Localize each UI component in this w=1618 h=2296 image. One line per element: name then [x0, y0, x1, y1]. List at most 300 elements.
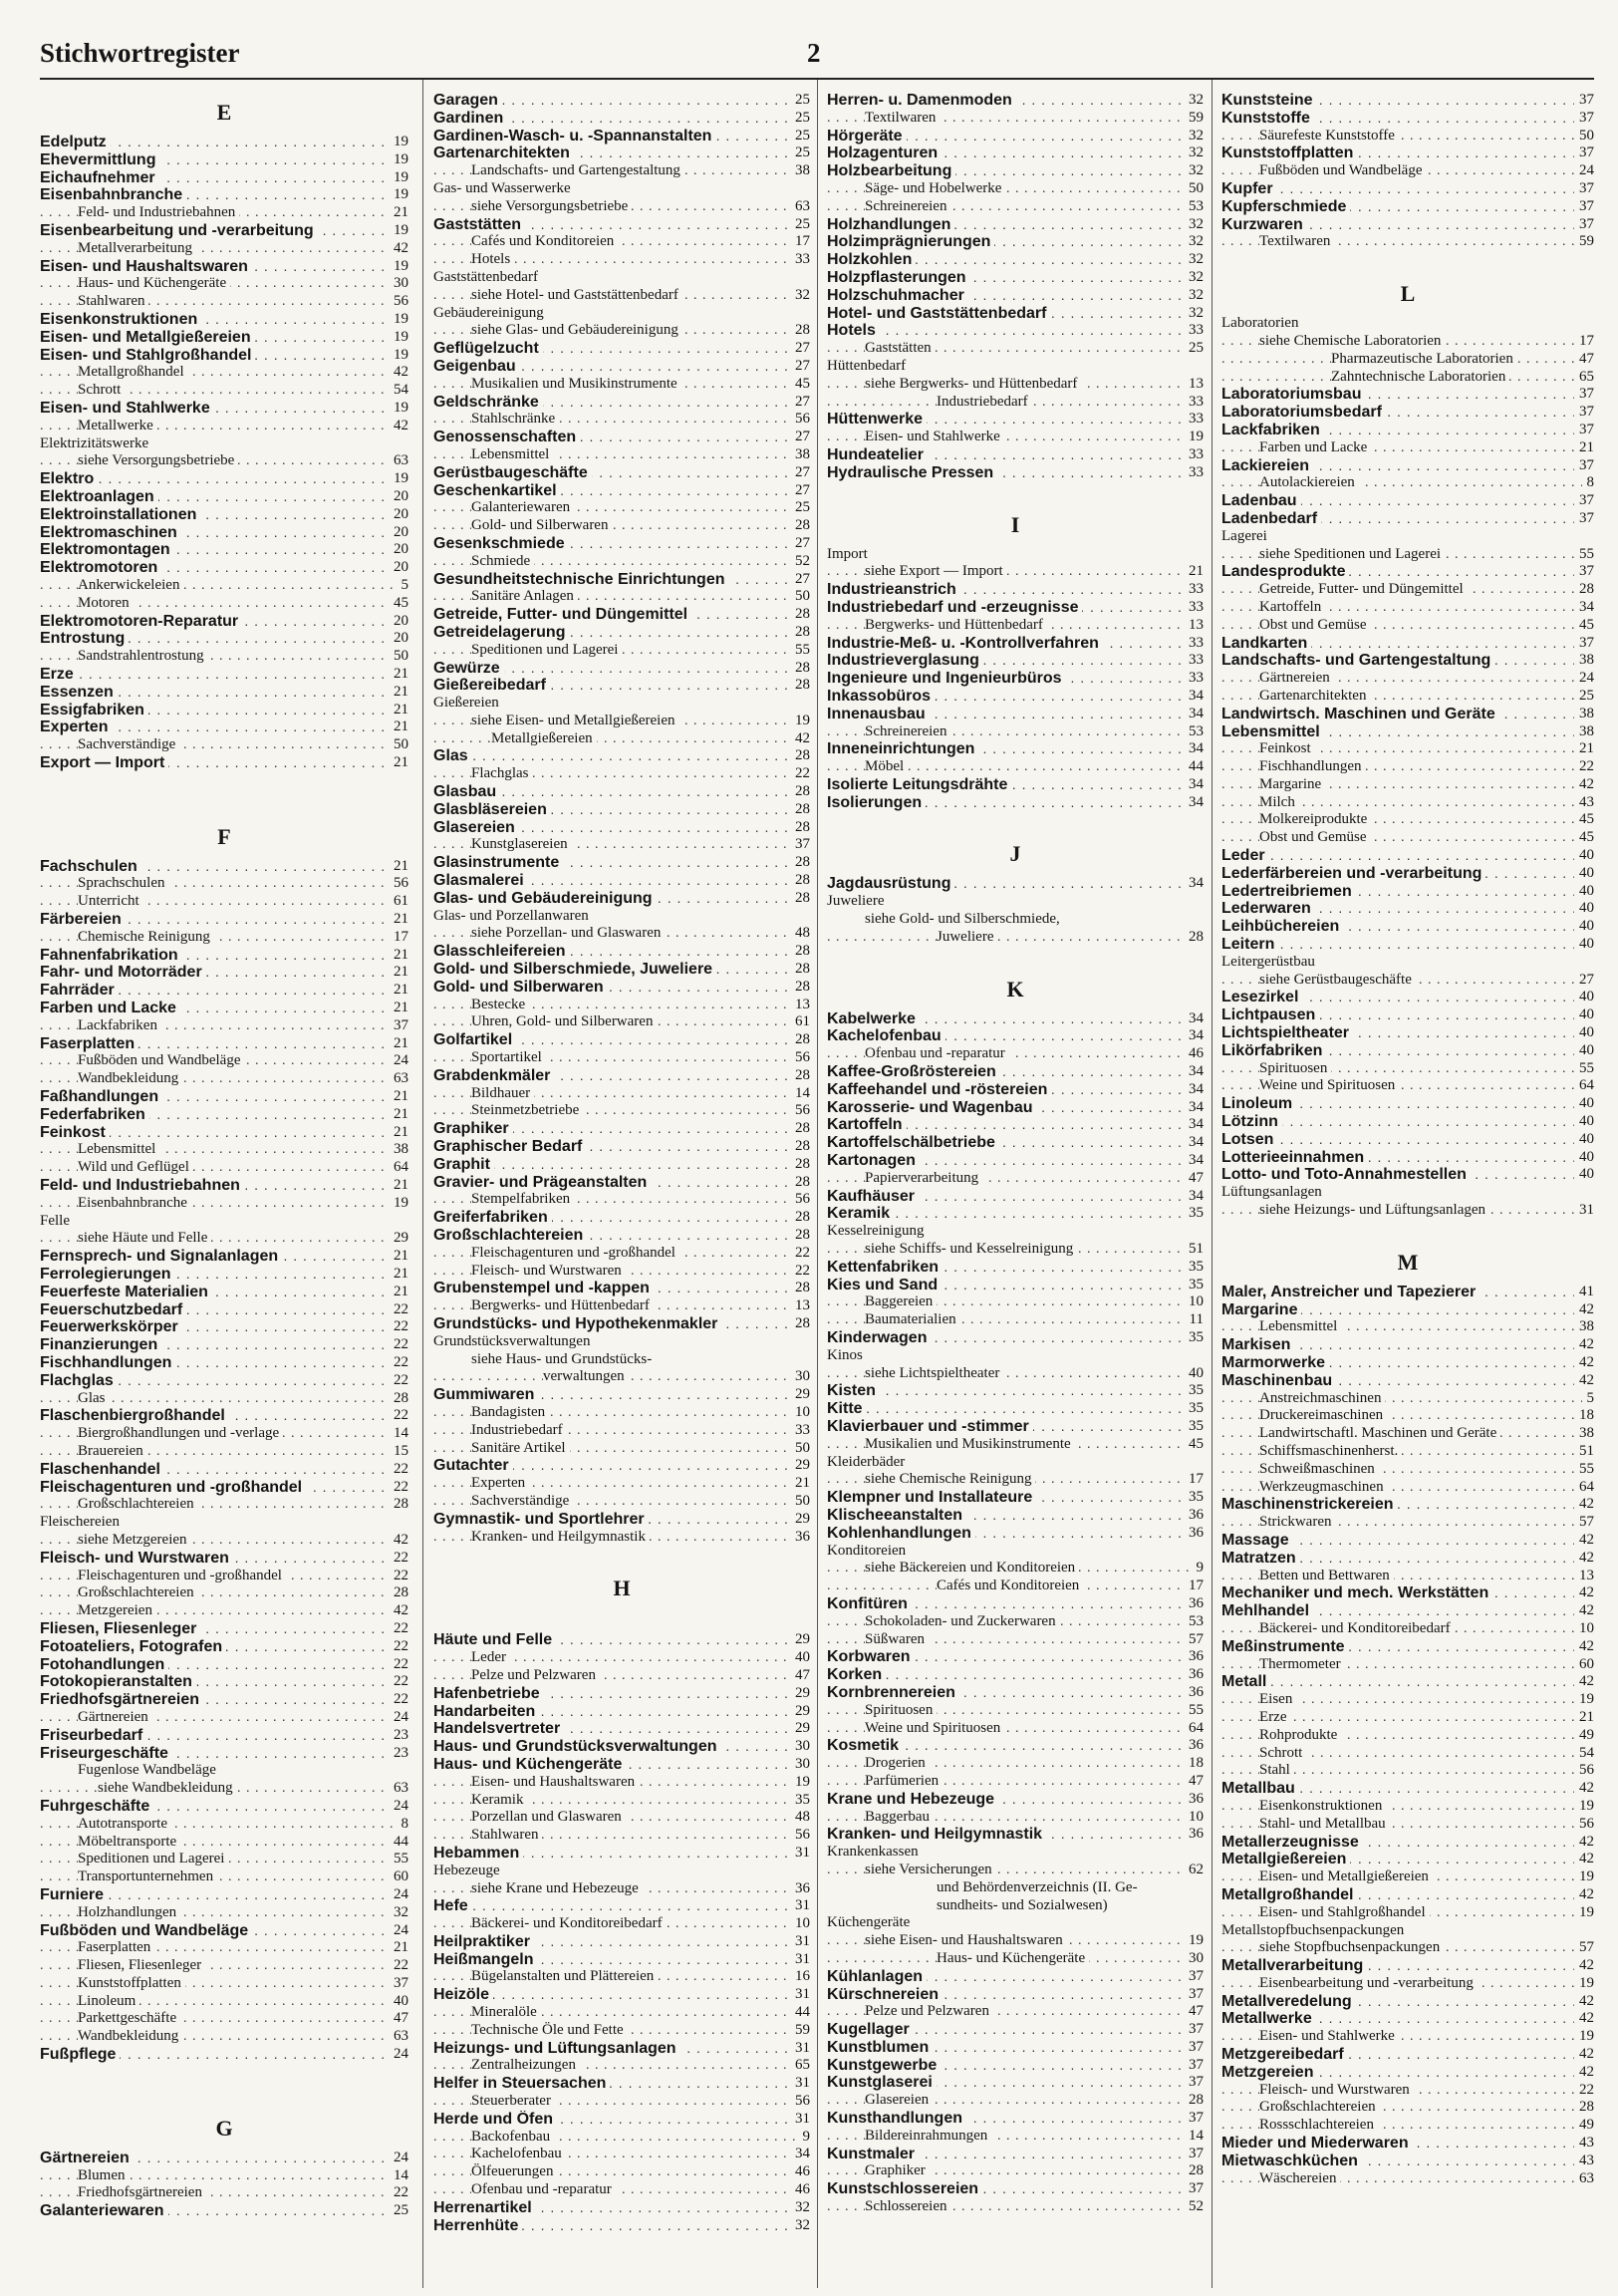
- entry-label: Fischhandlungen: [1259, 758, 1366, 774]
- entry-page-number: 41: [1574, 1284, 1594, 1301]
- entry-label: Baumaterialien: [865, 1311, 960, 1327]
- index-subentry: [40, 1568, 408, 1585]
- entry-page-number: 10: [1184, 1809, 1204, 1827]
- entry-page-number: 29: [389, 1230, 408, 1248]
- entry-label: Gewürze: [433, 660, 504, 677]
- entry-page-number: 22: [389, 2184, 408, 2202]
- entry-page-number: 14: [389, 1425, 408, 1443]
- index-entry: [1221, 1166, 1594, 1184]
- entry-label: Heizöle: [433, 1986, 493, 2003]
- entry-label: Marmorwerke: [1221, 1354, 1329, 1371]
- entry-label: Lesezirkel: [1221, 989, 1302, 1005]
- index-subentry: [433, 1049, 810, 1067]
- entry-page-number: 28: [790, 606, 810, 624]
- index-entry: [827, 305, 1204, 323]
- index-subentry: [827, 340, 1204, 358]
- entry-page-number: 37: [1574, 180, 1594, 198]
- entry-label: Gärtnereien: [78, 1709, 152, 1725]
- entry-label: Import: [827, 546, 872, 562]
- entry-label: Sanitäre Anlagen: [471, 588, 578, 604]
- index-entry: [827, 2021, 1204, 2039]
- index-subentry: [433, 2163, 810, 2181]
- entry-page-number: 21: [1574, 1709, 1594, 1727]
- index-subentry: [827, 1223, 1204, 1241]
- entry-page-number: 38: [790, 446, 810, 464]
- entry-page-number: 31: [790, 2040, 810, 2058]
- entry-label: Industrieverglasung: [827, 652, 983, 669]
- entry-label: Schrott: [78, 382, 125, 398]
- index-subentry: [1221, 333, 1594, 351]
- entry-page-number: 34: [1184, 1152, 1204, 1170]
- entry-page-number: 22: [389, 1479, 408, 1497]
- index-entry: [1221, 1113, 1594, 1131]
- entry-page-number: 37: [1184, 2021, 1204, 2039]
- entry-label: Holzschuhmacher: [827, 287, 968, 304]
- entry-label: Gartenarchitekten: [433, 144, 574, 161]
- index-entry: [827, 652, 1204, 670]
- entry-page-number: 28: [790, 1227, 810, 1245]
- entry-label: Metzgereibedarf: [1221, 2046, 1348, 2063]
- column-divider: [817, 80, 818, 2288]
- entry-page-number: 22: [389, 1461, 408, 1479]
- entry-page-number: 25: [790, 144, 810, 162]
- entry-page-number: 36: [1184, 1791, 1204, 1809]
- entry-label: Sachverständige: [78, 736, 179, 752]
- entry-page-number: 22: [790, 1245, 810, 1263]
- index-entry: [1221, 457, 1594, 475]
- entry-page-number: 21: [389, 858, 408, 876]
- entry-page-number: 34: [1184, 688, 1204, 706]
- entry-label: Faserplatten: [40, 1035, 138, 1052]
- index-entry: [827, 740, 1204, 758]
- entry-label: Bildereinrahmungen: [865, 2128, 991, 2144]
- entry-page-number: 40: [1574, 1042, 1594, 1060]
- entry-label: Ehevermittlung: [40, 151, 159, 168]
- entry-page-number: 49: [1574, 1727, 1594, 1745]
- entry-label: Bandagisten: [471, 1404, 549, 1420]
- index-entry: [827, 1205, 1204, 1223]
- entry-label: Isolierungen: [827, 794, 926, 811]
- entry-label: Ankerwickeleien: [78, 577, 183, 593]
- entry-page-number: 36: [1184, 1595, 1204, 1613]
- entry-label: Porzellan und Glaswaren: [471, 1809, 626, 1825]
- index-entry: [433, 1386, 810, 1404]
- index-entry: [433, 216, 810, 234]
- entry-label: Kunststoffe: [1221, 110, 1314, 127]
- entry-label: Eisenbearbeitung und -verarbeitung: [1259, 1975, 1478, 1991]
- section-spacer: [1221, 251, 1594, 273]
- entry-label: Kaufhäuser: [827, 1188, 919, 1205]
- index-subentry: [433, 1649, 810, 1667]
- index-subentry: [433, 1297, 810, 1315]
- entry-page-number: 22: [790, 1263, 810, 1281]
- entry-page-number: 28: [790, 747, 810, 765]
- index-subentry: [40, 1975, 408, 1993]
- index-subentry: [1221, 1184, 1594, 1202]
- index-entry: [1221, 865, 1594, 883]
- entry-label: Glas: [433, 747, 472, 764]
- entry-label: Elektrizitätswerke: [40, 435, 152, 451]
- entry-page-number: 42: [389, 1532, 408, 1550]
- index-subentry: [433, 642, 810, 660]
- entry-page-number: 34: [1184, 1099, 1204, 1117]
- entry-page-number: 37: [1574, 198, 1594, 216]
- entry-label: Kugellager: [827, 2021, 914, 2038]
- entry-page-number: 33: [1184, 670, 1204, 688]
- index-entry: [40, 1745, 408, 1763]
- entry-label: Musikalien und Musikinstrumente: [471, 376, 681, 392]
- index-subentry: [1221, 758, 1594, 776]
- entry-label: Meßinstrumente: [1221, 1638, 1349, 1655]
- entry-page-number: 46: [790, 2163, 810, 2181]
- entry-label: Eisen- und Stahlwerke: [865, 429, 1004, 444]
- entry-label: Faßhandlungen: [40, 1088, 162, 1105]
- entry-page-number: 36: [1184, 1666, 1204, 1684]
- index-subentry: [827, 1631, 1204, 1649]
- entry-page-number: 35: [1184, 1277, 1204, 1294]
- section-spacer: [433, 1609, 810, 1631]
- entry-label: Glasmalerei: [433, 872, 528, 889]
- index-subentry: [827, 110, 1204, 128]
- entry-page-number: 31: [790, 1986, 810, 2004]
- entry-page-number: 21: [389, 204, 408, 222]
- entry-page-number: 29: [790, 1631, 810, 1649]
- index-entry: [40, 559, 408, 577]
- index-subentry: [1221, 1816, 1594, 1834]
- entry-label: Eisenbahnbranche: [78, 1195, 191, 1211]
- entry-label: Kunsthandlungen: [827, 2110, 966, 2127]
- entry-page-number: 18: [1574, 1407, 1594, 1425]
- entry-page-number: 42: [389, 240, 408, 258]
- index-subentry: [1221, 2117, 1594, 2135]
- entry-label: Schmiede: [471, 553, 534, 569]
- entry-label: Graphiker: [865, 2162, 930, 2178]
- index-subentry: [827, 758, 1204, 776]
- entry-page-number: 28: [389, 1390, 408, 1408]
- index-subentry: [40, 875, 408, 893]
- index-subentry: [40, 1230, 408, 1248]
- index-entry: [827, 411, 1204, 429]
- index-subentry: [1221, 1939, 1594, 1957]
- index-entry: [40, 186, 408, 204]
- entry-label: Textilwaren: [1259, 233, 1334, 249]
- entry-page-number: 14: [389, 2167, 408, 2185]
- entry-page-number: 32: [1184, 144, 1204, 162]
- entry-label: siehe Export — Import: [865, 563, 1007, 579]
- index-entry: [827, 581, 1204, 599]
- index-entry: [1221, 198, 1594, 216]
- entry-label: Milch: [1259, 794, 1299, 810]
- entry-label: siehe Hotel- und Gaststättenbedarf: [471, 287, 682, 303]
- index-subentry: [1221, 474, 1594, 492]
- entry-label: Kunststoffplatten: [1221, 144, 1357, 161]
- entry-page-number: 32: [1184, 233, 1204, 251]
- entry-page-number: 38: [1574, 1318, 1594, 1336]
- entry-page-number: 52: [790, 553, 810, 571]
- entry-label: Furniere: [40, 1886, 108, 1903]
- index-entry: [40, 1922, 408, 1940]
- entry-label: Gold- und Silberwaren: [471, 517, 612, 533]
- index-entry: [40, 2150, 408, 2167]
- index-subentry: [433, 1368, 810, 1386]
- entry-label: Gardinen-Wasch- u. -Spannanstalten: [433, 128, 715, 144]
- index-entry: [40, 718, 408, 736]
- index-entry: [1221, 1354, 1594, 1372]
- index-subentry: [1221, 546, 1594, 564]
- index-entry: [1221, 1602, 1594, 1620]
- entry-label: Baggereien: [865, 1293, 937, 1309]
- entry-label: Fleisch- und Wurstwaren: [40, 1550, 233, 1567]
- entry-label: siehe Häute und Felle: [78, 1230, 211, 1246]
- entry-page-number: 65: [1574, 369, 1594, 387]
- entry-page-number: 37: [1184, 1968, 1204, 1986]
- entry-page-number: 5: [397, 577, 409, 595]
- index-subentry: [433, 411, 810, 429]
- index-entry: [827, 1791, 1204, 1809]
- index-entry: [40, 630, 408, 648]
- entry-label: Glas: [78, 1390, 110, 1406]
- entry-label: Kettenfabriken: [827, 1259, 943, 1276]
- entry-label: Kunstgewerbe: [827, 2057, 941, 2074]
- index-entry: [433, 1457, 810, 1475]
- index-entry: [433, 624, 810, 642]
- index-entry: [827, 670, 1204, 688]
- entry-page-number: 20: [389, 559, 408, 577]
- index-entry: [827, 1382, 1204, 1400]
- index-entry: [827, 2110, 1204, 2128]
- entry-label: Bäckerei- und Konditoreibedarf: [1259, 1620, 1455, 1636]
- entry-page-number: 21: [389, 1248, 408, 1266]
- entry-label: Galanteriewaren: [471, 499, 574, 515]
- page-header: [40, 38, 1594, 78]
- index-entry: [1221, 1372, 1594, 1390]
- entry-label: Eisen- und Stahlwerke: [1259, 2028, 1399, 2044]
- entry-label: Klavierbauer und -stimmer: [827, 1418, 1033, 1435]
- index-subentry: [433, 1404, 810, 1422]
- index-subentry: [40, 1514, 408, 1532]
- entry-label: Finanzierungen: [40, 1336, 161, 1353]
- entry-page-number: 43: [1574, 794, 1594, 812]
- index-entry: [1221, 723, 1594, 741]
- entry-label: siehe Wandbekleidung: [98, 1780, 237, 1796]
- entry-label: Margarine: [1259, 776, 1325, 792]
- entry-label: Glasereien: [865, 2092, 933, 2108]
- index-subentry: [1221, 1727, 1594, 1745]
- index-subentry: [40, 275, 408, 293]
- entry-label: Bäckerei- und Konditoreibedarf: [471, 1915, 667, 1931]
- index-subentry: [433, 2129, 810, 2147]
- index-entry: [40, 1124, 408, 1142]
- entry-label: Feuerschutzbedarf: [40, 1301, 186, 1318]
- index-entry: [827, 1277, 1204, 1294]
- index-entry: [1221, 1095, 1594, 1113]
- index-entry: [827, 599, 1204, 617]
- entry-label: Gummiwaren: [433, 1386, 538, 1403]
- entry-label: Hotels: [471, 251, 514, 267]
- entry-label: Großschlachtereien: [78, 1496, 198, 1512]
- entry-label: Musikalien und Musikinstrumente: [865, 1436, 1075, 1452]
- index-entry: [40, 1177, 408, 1195]
- entry-page-number: 25: [790, 110, 810, 128]
- index-subentry: [433, 2146, 810, 2163]
- entry-label: Faserplatten: [78, 1939, 154, 1955]
- entry-label: Heilpraktiker: [433, 1933, 534, 1950]
- entry-page-number: 8: [1582, 474, 1595, 492]
- entry-page-number: 46: [1184, 1045, 1204, 1063]
- index-subentry: [827, 1879, 1204, 1897]
- entry-page-number: 40: [1574, 865, 1594, 883]
- index-subentry: [1221, 811, 1594, 829]
- entry-page-number: 56: [790, 1102, 810, 1120]
- index-entry: [1221, 989, 1594, 1006]
- entry-page-number: 22: [389, 1638, 408, 1656]
- index-entry: [433, 961, 810, 979]
- section-letter: H: [613, 1576, 631, 1601]
- entry-page-number: 42: [389, 364, 408, 382]
- index-subentry: [40, 595, 408, 613]
- entry-page-number: 45: [1574, 811, 1594, 829]
- entry-label: Feld- und Industriebahnen: [40, 1177, 244, 1194]
- entry-label: Metzgereien: [1221, 2064, 1317, 2081]
- entry-page-number: 35: [790, 1792, 810, 1810]
- entry-page-number: 34: [1184, 1134, 1204, 1152]
- index-subentry: [433, 1475, 810, 1493]
- entry-page-number: 27: [790, 358, 810, 376]
- entry-page-number: 42: [1574, 1780, 1594, 1798]
- entry-page-number: 20: [389, 541, 408, 559]
- entry-label: Eisenbearbeitung und -verarbeitung: [40, 222, 318, 239]
- entry-page-number: 57: [1574, 1514, 1594, 1532]
- entry-page-number: 19: [389, 258, 408, 276]
- entry-page-number: 28: [1574, 2099, 1594, 2117]
- entry-label: Metallwerke: [1221, 2010, 1316, 2027]
- entry-page-number: 13: [1184, 617, 1204, 635]
- entry-page-number: 55: [790, 642, 810, 660]
- index-entry: [827, 1329, 1204, 1347]
- entry-page-number: 19: [389, 222, 408, 240]
- index-subentry: [433, 553, 810, 571]
- entry-page-number: 32: [1184, 216, 1204, 234]
- index-entry: [40, 134, 408, 151]
- entry-label: Elektromotoren-Reparatur: [40, 613, 242, 630]
- entry-page-number: 28: [790, 677, 810, 695]
- entry-page-number: 19: [790, 713, 810, 730]
- entry-label: Elektroinstallationen: [40, 506, 200, 523]
- entry-label: Metallverarbeitung: [1221, 1957, 1367, 1974]
- index-entry: [40, 470, 408, 488]
- index-subentry: [40, 1390, 408, 1408]
- entry-label: Feuerwerkskörper: [40, 1318, 182, 1335]
- entry-page-number: 45: [1184, 1436, 1204, 1454]
- entry-page-number: 38: [1574, 706, 1594, 723]
- entry-label: Elektromaschinen: [40, 524, 181, 541]
- index-subentry: [433, 1013, 810, 1031]
- entry-label: Technische Öle und Fette: [471, 2022, 628, 2038]
- entry-page-number: 22: [389, 1336, 408, 1354]
- index-subentry: [433, 376, 810, 394]
- entry-page-number: 42: [389, 418, 408, 435]
- index-column-2: [433, 92, 810, 2284]
- entry-page-number: 37: [389, 1975, 408, 1993]
- entry-label: Friedhofsgärtnereien: [78, 2184, 206, 2200]
- entry-page-number: 23: [389, 1745, 408, 1763]
- entry-label: Lackfabriken: [1221, 422, 1324, 438]
- entry-label: Landesprodukte: [1221, 563, 1349, 580]
- entry-label: Holzhandlungen: [827, 216, 954, 233]
- entry-page-number: 27: [790, 464, 810, 482]
- entry-page-number: 37: [1574, 563, 1594, 581]
- index-entry: [1221, 900, 1594, 918]
- index-subentry: [827, 358, 1204, 376]
- entry-label: Schlossereien: [865, 2198, 950, 2214]
- entry-page-number: 45: [790, 376, 810, 394]
- entry-page-number: 28: [1184, 929, 1204, 947]
- entry-label: Pelze und Pelzwaren: [865, 2003, 993, 2019]
- entry-label: Landschafts- und Gartengestaltung: [1221, 652, 1494, 669]
- index-entry: [1221, 1851, 1594, 1868]
- entry-page-number: 19: [790, 1774, 810, 1792]
- entry-page-number: 25: [1184, 340, 1204, 358]
- entry-label: Linoleum: [1221, 1095, 1296, 1112]
- entry-page-number: 52: [1184, 2198, 1204, 2216]
- entry-page-number: 25: [1574, 688, 1594, 706]
- index-entry: [40, 1088, 408, 1106]
- entry-label: Ofenbau und -reparatur: [471, 2181, 616, 2197]
- entry-page-number: 42: [389, 1602, 408, 1620]
- entry-label: Eisen- und Stahlwerke: [40, 400, 214, 417]
- entry-page-number: 22: [389, 1301, 408, 1319]
- entry-label: Korken: [827, 1666, 886, 1683]
- entry-page-number: 21: [389, 1088, 408, 1106]
- entry-page-number: 49: [1574, 2117, 1594, 2135]
- index-subentry: [827, 1365, 1204, 1383]
- index-entry: [1221, 510, 1594, 528]
- entry-page-number: 40: [1574, 918, 1594, 936]
- index-entry: [433, 128, 810, 145]
- entry-page-number: 64: [389, 1159, 408, 1177]
- entry-page-number: 32: [1184, 162, 1204, 180]
- index-entry: [827, 1099, 1204, 1117]
- entry-page-number: 27: [790, 429, 810, 446]
- entry-page-number: 44: [790, 2004, 810, 2022]
- index-entry: [433, 571, 810, 589]
- entry-label: Glasinstrumente: [433, 854, 563, 871]
- index-entry: [433, 854, 810, 872]
- index-entry: [1221, 1131, 1594, 1149]
- entry-page-number: 28: [790, 1174, 810, 1192]
- entry-page-number: 9: [798, 2129, 811, 2147]
- index-subentry: [1221, 1060, 1594, 1078]
- entry-page-number: 35: [1184, 1259, 1204, 1277]
- entry-label: Kranken- und Heilgymnastik: [827, 1826, 1046, 1843]
- entry-page-number: 21: [389, 684, 408, 702]
- index-entry: [40, 541, 408, 559]
- entry-label: siehe Chemische Reinigung: [865, 1471, 1035, 1487]
- entry-page-number: 19: [389, 400, 408, 418]
- index-subentry: [433, 1968, 810, 1986]
- index-entry: [40, 982, 408, 1000]
- entry-page-number: 47: [1184, 1773, 1204, 1791]
- entry-page-number: 37: [1574, 144, 1594, 162]
- index-subentry: [433, 1529, 810, 1547]
- entry-page-number: 38: [1574, 723, 1594, 741]
- index-entry: [827, 1259, 1204, 1277]
- index-entry: [827, 464, 1204, 482]
- entry-label: Baggerbau: [865, 1809, 934, 1825]
- index-entry: [1221, 92, 1594, 110]
- entry-label: Lederfärbereien und -verarbeitung: [1221, 865, 1485, 882]
- entry-page-number: 50: [790, 1440, 810, 1458]
